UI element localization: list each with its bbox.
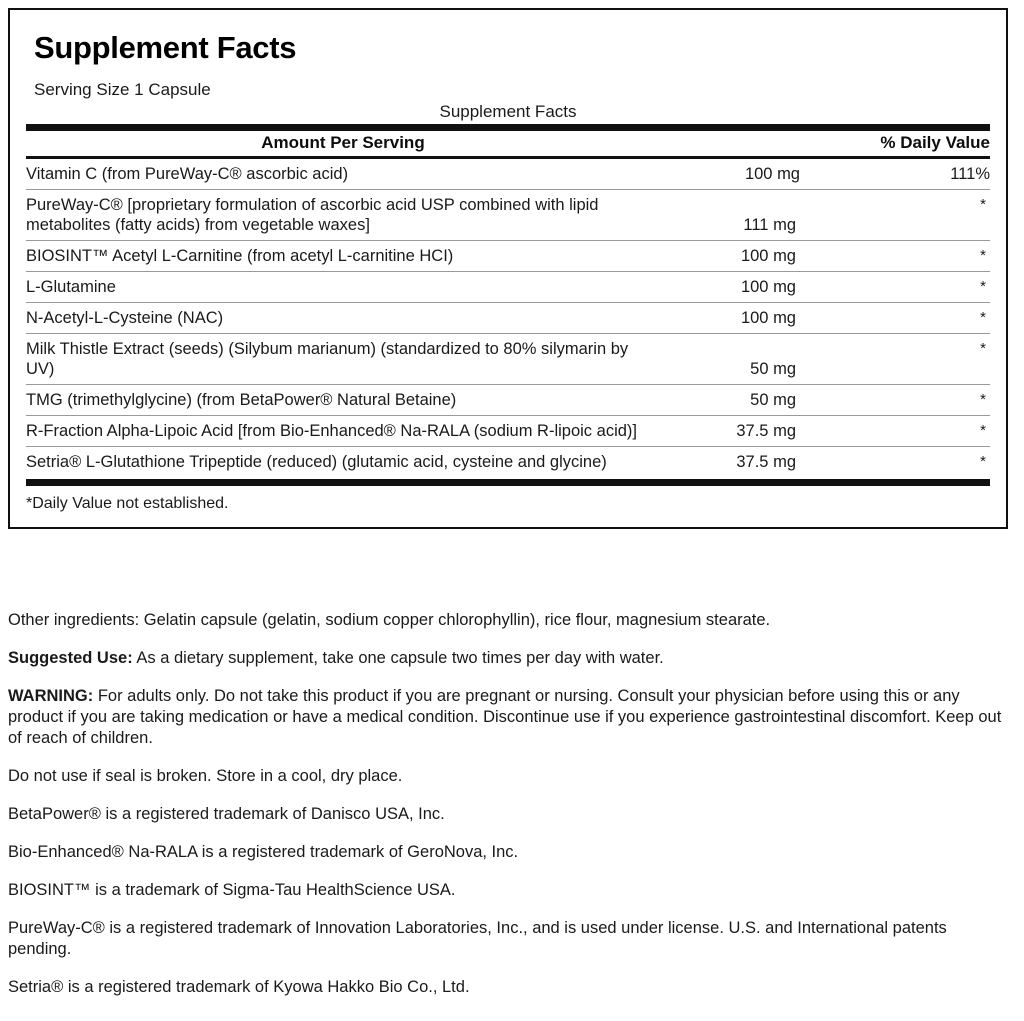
nutrient-name: R-Fraction Alpha-Lipoic Acid [from Bio-Enhanced® Na-RALA (sodium R-lipoic acid)]	[26, 422, 637, 440]
trademark-note: Bio-Enhanced® Na-RALA is a registered trademark of GeroNova, Inc.	[8, 843, 519, 861]
table-row	[26, 272, 990, 302]
warning	[8, 686, 1012, 749]
nutrient-amount: 100 mg	[740, 309, 796, 327]
label-body-text	[8, 610, 1012, 1015]
nutrient-amount: 111 mg	[743, 216, 796, 234]
panel-title: Supplement Facts	[34, 30, 297, 65]
nutrient-amount: 37.5 mg	[736, 453, 796, 471]
nutrient-daily-value: *	[980, 422, 986, 439]
nutrient-daily-value: *	[980, 453, 986, 470]
trademark-note: BetaPower® is a registered trademark of Danisco USA, Inc.	[8, 805, 445, 823]
supplement-facts-panel	[8, 8, 1008, 529]
nutrient-amount: 37.5 mg	[736, 422, 796, 440]
nutrient-name: TMG (trimethylglycine) (from BetaPower® Natural Betaine)	[26, 391, 457, 409]
table-row	[26, 334, 990, 384]
trademark-note: PureWay-C® is a registered trademark of Innovation Laboratories, Inc., and is used under license. U.S. and International patents pending.	[8, 919, 947, 958]
table-header-row	[26, 131, 990, 156]
header-daily-value: % Daily Value	[880, 133, 990, 152]
nutrient-daily-value: *	[980, 309, 986, 326]
warning-text: For adults only. Do not take this product if you are pregnant or nursing. Consult your physician before using this or any product if you are taking medication or have a medical condition. Discontinue use if you experience gastrointestinal discomfort. Keep out of reach of children.	[8, 687, 1002, 747]
table-row	[26, 303, 990, 333]
divider-thick-top	[26, 124, 990, 131]
nutrient-name: PureWay-C® [proprietary formulation of ascorbic acid USP combined with lipid metabolites (fatty acids) from vegetable waxes]	[26, 196, 599, 234]
nutrient-name: BIOSINT™ Acetyl L-Carnitine (from acetyl L-carnitine HCI)	[26, 247, 454, 265]
nutrient-amount: 100 mg	[740, 278, 796, 296]
panel-subtitle: Supplement Facts	[439, 102, 577, 121]
suggested-use-label: Suggested Use:	[8, 649, 133, 667]
nutrient-amount: 50 mg	[750, 391, 796, 409]
nutrient-daily-value: *	[980, 196, 986, 213]
table-row	[26, 416, 990, 446]
divider-thick-bottom	[26, 479, 990, 486]
nutrient-daily-value: *	[980, 340, 986, 357]
nutrient-name: Setria® L-Glutathione Tripeptide (reduced) (glutamic acid, cysteine and glycine)	[26, 453, 607, 471]
serving-size: Serving Size 1 Capsule	[34, 80, 211, 99]
seal-note: Do not use if seal is broken. Store in a cool, dry place.	[8, 767, 403, 785]
header-amount-per-serving: Amount Per Serving	[261, 133, 425, 152]
nutrient-name: N-Acetyl-L-Cysteine (NAC)	[26, 309, 224, 327]
suggested-use	[8, 648, 1012, 669]
nutrient-name: Vitamin C (from PureWay-C® ascorbic acid)	[26, 165, 349, 183]
nutrient-amount: 100 mg	[740, 247, 796, 265]
nutrient-name: L-Glutamine	[26, 278, 116, 296]
nutrient-name: Milk Thistle Extract (seeds) (Silybum marianum) (standardized to 80% silymarin by UV)	[26, 340, 629, 378]
warning-label: WARNING:	[8, 687, 94, 705]
nutrient-daily-value: *	[980, 278, 986, 295]
table-row	[26, 241, 990, 271]
table-row	[26, 447, 990, 477]
nutrient-daily-value: *	[980, 247, 986, 264]
nutrient-daily-value: 111%	[950, 165, 990, 183]
other-ingredients: Other ingredients: Gelatin capsule (gelatin, sodium copper chlorophyllin), rice flour, magnesium stearate.	[8, 611, 771, 629]
nutrient-amount: 100 mg	[744, 165, 800, 183]
daily-value-footnote: *Daily Value not established.	[26, 495, 229, 512]
nutrient-amount: 50 mg	[750, 360, 796, 378]
trademark-note: Setria® is a registered trademark of Kyowa Hakko Bio Co., Ltd.	[8, 978, 470, 996]
table-row	[26, 385, 990, 415]
trademark-note: BIOSINT™ is a trademark of Sigma-Tau HealthScience USA.	[8, 881, 456, 899]
table-row	[26, 159, 990, 189]
suggested-use-text: As a dietary supplement, take one capsule two times per day with water.	[132, 649, 664, 667]
table-row	[26, 190, 990, 240]
nutrient-daily-value: *	[980, 391, 986, 408]
